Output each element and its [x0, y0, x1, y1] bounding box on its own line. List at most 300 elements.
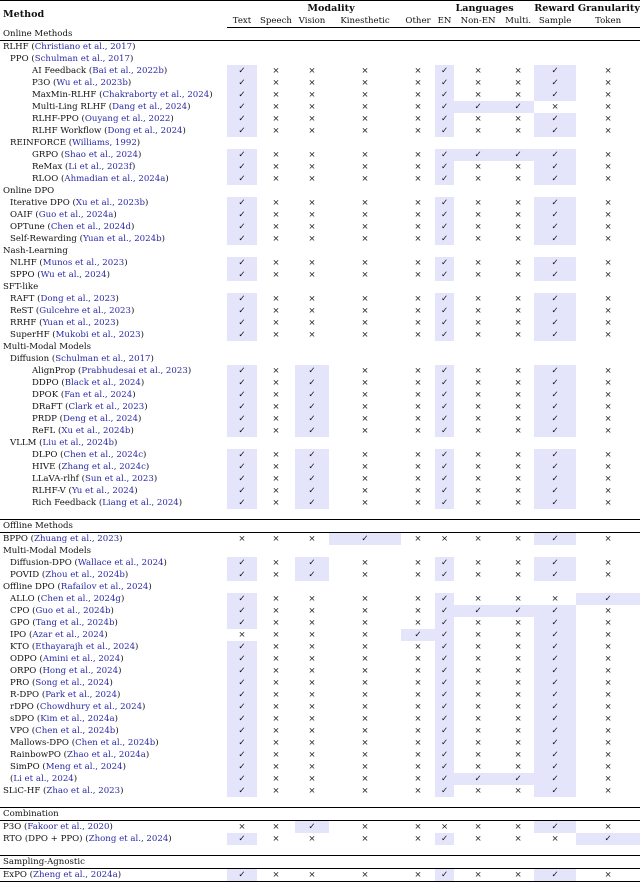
citation-paren: ): [163, 65, 168, 76]
text-check-mark: ✓: [227, 269, 257, 281]
vision-cross-mark: ×: [308, 317, 316, 328]
citation-link[interactable]: Mukobi et al., 2023: [55, 329, 141, 340]
citation-link[interactable]: Deng et al., 2024: [63, 413, 138, 424]
method-label: [0, 293, 227, 305]
other-cross-mark: ×: [414, 209, 422, 220]
citation-paren: (: [49, 329, 56, 340]
citation-link[interactable]: Hong et al., 2024: [42, 665, 119, 676]
citation-paren: (: [62, 161, 69, 172]
method-name: ReST: [10, 305, 34, 316]
method-row: [0, 425, 640, 437]
method-row: [0, 557, 640, 569]
kinesthetic-cross-mark: ×: [361, 773, 369, 784]
en-check-mark: ✓: [435, 761, 454, 773]
group-filler: [227, 41, 640, 54]
method-label: [0, 257, 227, 269]
speech-cross-mark: ×: [272, 617, 280, 628]
other-cross-mark: ×: [414, 689, 422, 700]
method-label: [0, 653, 227, 665]
citation-link[interactable]: Ethayarajh et al., 2024: [35, 641, 136, 652]
spacer-cell: [0, 509, 640, 520]
citation-link[interactable]: Zhuang et al., 2023: [34, 533, 120, 544]
citation-link[interactable]: Chen et al., 2024b: [75, 737, 156, 748]
citation-link[interactable]: Guo et al., 2024b: [35, 605, 111, 616]
method-name: RTO (DPO + PPO): [3, 833, 83, 844]
multi-cross-mark: ×: [514, 89, 522, 100]
table-body: [0, 28, 640, 882]
citation-link[interactable]: Gulcehre et al., 2023: [39, 305, 131, 316]
non-en-cross-mark: ×: [474, 653, 482, 664]
section-spacer: [0, 509, 640, 520]
vision-cross-mark: ×: [308, 641, 316, 652]
group-label: [0, 137, 227, 149]
text-check-mark: ✓: [227, 713, 257, 725]
en-check-mark: ✓: [435, 749, 454, 761]
citation-paren: ): [132, 41, 136, 52]
method-label: [0, 605, 227, 617]
citation-paren: (: [106, 101, 113, 112]
token-cross-mark: ×: [604, 557, 612, 568]
method-label: [0, 485, 227, 497]
group-filler: [227, 437, 640, 449]
multi-cross-mark: ×: [514, 305, 522, 316]
token-cross-mark: ×: [604, 689, 612, 700]
speech-cross-mark: ×: [272, 413, 280, 424]
citation-paren: ): [120, 653, 124, 664]
citation-link[interactable]: Dong et al., 2023: [40, 293, 116, 304]
sample-check-mark: ✓: [534, 89, 576, 101]
sample-cross-mark: ×: [551, 833, 559, 844]
en-check-mark: ✓: [435, 149, 454, 161]
vision-cross-mark: ×: [308, 65, 316, 76]
method-name: R-DPO: [10, 689, 40, 700]
citation-link[interactable]: Li et al., 2023f: [68, 161, 132, 172]
citation-paren: (: [39, 569, 46, 580]
kinesthetic-cross-mark: ×: [361, 593, 369, 604]
kinesthetic-cross-mark: ×: [361, 617, 369, 628]
sample-check-mark: ✓: [534, 677, 576, 689]
text-check-mark: ✓: [227, 161, 257, 173]
sample-check-mark: ✓: [534, 641, 576, 653]
citation-link[interactable]: Dong et al., 2024: [107, 125, 183, 136]
group-filler: [227, 353, 640, 365]
en-cross-mark: ×: [440, 533, 449, 544]
citation-link[interactable]: Fakoor et al., 2020: [27, 821, 110, 832]
citation-link[interactable]: Tang et al., 2024b: [35, 617, 115, 628]
method-row: [0, 173, 640, 185]
citation-link[interactable]: Zhao et al., 2024a: [67, 749, 146, 760]
non-en-check-mark: ✓: [454, 773, 502, 785]
text-check-mark: ✓: [227, 149, 257, 161]
text-check-mark: ✓: [227, 749, 257, 761]
vision-cross-mark: ×: [308, 149, 316, 160]
speech-cross-mark: ×: [272, 713, 280, 724]
method-name: RAFT: [10, 293, 35, 304]
citation-paren: (: [29, 617, 36, 628]
speech-cross-mark: ×: [272, 317, 280, 328]
non-en-cross-mark: ×: [474, 401, 482, 412]
speech-cross-mark: ×: [272, 113, 280, 124]
other-cross-mark: ×: [414, 377, 422, 388]
section-spacer: [0, 845, 640, 856]
citation-link[interactable]: Yuan et al., 2024b: [83, 233, 162, 244]
citation-link[interactable]: Xu et al., 2023b: [75, 197, 145, 208]
group-row: [0, 185, 640, 197]
citation-link[interactable]: Yu et al., 2024: [71, 485, 135, 496]
citation-link[interactable]: Rafailov et al., 2024: [60, 581, 149, 592]
text-check-mark: ✓: [227, 317, 257, 329]
section-title: Online Methods: [0, 28, 640, 41]
vision-check-mark: ✓: [295, 821, 329, 834]
sample-check-mark: ✓: [534, 821, 576, 834]
group-label: [0, 545, 227, 557]
multi-cross-mark: ×: [514, 233, 522, 244]
citation-link[interactable]: Chowdhury et al., 2024: [39, 701, 143, 712]
non-en-cross-mark: ×: [474, 209, 482, 220]
citation-paren: (: [29, 677, 36, 688]
kinesthetic-cross-mark: ×: [361, 365, 369, 376]
en-check-mark: ✓: [435, 65, 454, 77]
citation-paren: (: [65, 485, 72, 496]
citation-link[interactable]: Ouyang et al., 2022: [84, 113, 171, 124]
citation-link[interactable]: Ahmadian et al., 2024a: [64, 173, 166, 184]
citation-link[interactable]: Zhong et al., 2024: [88, 833, 169, 844]
kinesthetic-cross-mark: ×: [361, 257, 369, 268]
kinesthetic-cross-mark: ×: [361, 329, 369, 340]
method-name: DDPO: [32, 377, 59, 388]
citation-link[interactable]: Liang et al., 2024: [102, 497, 179, 508]
en-check-mark: ✓: [435, 737, 454, 749]
citation-link[interactable]: Dang et al., 2024: [112, 101, 188, 112]
citation-paren: ): [209, 89, 213, 100]
method-row: [0, 473, 640, 485]
citation-paren: ): [143, 449, 147, 460]
vision-cross-mark: ×: [308, 89, 316, 100]
token-cross-mark: ×: [604, 113, 612, 124]
vision-cross-mark: ×: [308, 293, 316, 304]
citation-link[interactable]: Guo et al., 2024a: [38, 209, 114, 220]
vision-cross-mark: ×: [308, 833, 316, 844]
citation-link[interactable]: Wu et al., 2024: [40, 269, 107, 280]
citation-link[interactable]: Clark et al., 2023: [68, 401, 145, 412]
citation-link[interactable]: Chen et al., 2024g: [40, 593, 121, 604]
citation-link[interactable]: Wu et al., 2023b: [56, 77, 128, 88]
method-label: [0, 413, 227, 425]
kinesthetic-cross-mark: ×: [361, 149, 369, 160]
token-cross-mark: ×: [604, 221, 612, 232]
kinesthetic-cross-mark: ×: [361, 713, 369, 724]
vision-cross-mark: ×: [308, 77, 316, 88]
citation-link[interactable]: Williams, 1992: [72, 137, 137, 148]
other-cross-mark: ×: [414, 365, 422, 376]
group-row: [0, 53, 640, 65]
other-cross-mark: ×: [414, 425, 422, 436]
method-label: [0, 785, 227, 797]
non-en-cross-mark: ×: [474, 317, 482, 328]
citation-link[interactable]: Azar et al., 2024: [32, 629, 105, 640]
citation-paren: ): [109, 821, 113, 832]
token-check-mark: ✓: [576, 833, 640, 845]
non-en-cross-mark: ×: [474, 305, 482, 316]
sample-check-mark: ✓: [534, 713, 576, 725]
citation-link[interactable]: Amini et al., 2024: [42, 653, 121, 664]
citation-link[interactable]: Park et al., 2024: [45, 689, 117, 700]
multi-cross-mark: ×: [514, 425, 522, 436]
citation-paren: (: [54, 581, 61, 592]
citation-paren: ): [145, 461, 150, 472]
token-cross-mark: ×: [604, 617, 612, 628]
method-row: [0, 677, 640, 689]
method-name: MaxMin-RLHF: [32, 89, 97, 100]
citation-paren: ): [118, 665, 122, 676]
text-check-mark: ✓: [227, 605, 257, 617]
citation-link[interactable]: Shao et al., 2024: [64, 149, 138, 160]
group-label: [0, 581, 227, 593]
kinesthetic-cross-mark: ×: [361, 665, 369, 676]
multi-cross-mark: ×: [514, 461, 522, 472]
citation-paren: ): [153, 473, 158, 484]
other-cross-mark: ×: [414, 101, 422, 112]
method-row: [0, 305, 640, 317]
citation-link[interactable]: Li et al., 2024: [13, 773, 74, 784]
citation-paren: (: [33, 305, 40, 316]
citation-link[interactable]: Chen et al., 2024d: [50, 221, 131, 232]
citation-link[interactable]: Zheng et al., 2024a: [33, 869, 118, 880]
method-name: PPO: [10, 53, 29, 64]
non-en-cross-mark: ×: [474, 365, 482, 376]
token-cross-mark: ×: [604, 629, 612, 640]
citation-link[interactable]: Christiano et al., 2017: [34, 41, 133, 52]
non-en-cross-mark: ×: [474, 641, 482, 652]
en-check-mark: ✓: [435, 365, 454, 377]
vision-cross-mark: ×: [308, 533, 316, 544]
method-row: [0, 77, 640, 89]
method-name: SFT-like: [3, 281, 39, 292]
citation-link[interactable]: Fan et al., 2024: [64, 389, 133, 400]
speech-cross-mark: ×: [272, 725, 280, 736]
kinesthetic-cross-mark: ×: [361, 65, 369, 76]
method-name: ALLO: [10, 593, 35, 604]
group-row: [0, 137, 640, 149]
method-label: [0, 497, 227, 509]
non-en-cross-mark: ×: [474, 701, 482, 712]
citation-paren: (: [66, 137, 73, 148]
col-vision: Vision: [295, 15, 329, 28]
text-check-mark: ✓: [227, 449, 257, 461]
non-en-cross-mark: ×: [474, 761, 482, 772]
token-cross-mark: ×: [604, 329, 612, 340]
multi-check-mark: ✓: [502, 101, 534, 113]
speech-cross-mark: ×: [272, 629, 280, 640]
en-check-mark: ✓: [435, 485, 454, 497]
kinesthetic-cross-mark: ×: [361, 605, 369, 616]
vision-check-mark: ✓: [295, 557, 329, 569]
sample-check-mark: ✓: [534, 497, 576, 509]
other-cross-mark: ×: [414, 65, 422, 76]
citation-paren: (: [28, 53, 35, 64]
citation-paren: (: [62, 401, 69, 412]
group-row: [0, 437, 640, 449]
en-check-mark: ✓: [435, 617, 454, 629]
method-name: LLaVA-rlhf: [32, 473, 79, 484]
method-label: [0, 305, 227, 317]
multi-check-mark: ✓: [502, 149, 534, 161]
sample-check-mark: ✓: [534, 293, 576, 305]
text-check-mark: ✓: [227, 329, 257, 341]
sample-check-mark: ✓: [534, 773, 576, 785]
method-row: [0, 197, 640, 209]
speech-cross-mark: ×: [272, 257, 280, 268]
citation-paren: ): [182, 125, 186, 136]
vision-cross-mark: ×: [308, 125, 316, 136]
citation-link[interactable]: Chen et al., 2024b: [35, 725, 116, 736]
citation-link[interactable]: Zhang et al., 2024c: [61, 461, 146, 472]
method-label: [0, 461, 227, 473]
method-row: [0, 101, 640, 113]
kinesthetic-cross-mark: ×: [361, 413, 369, 424]
method-name: SimPO: [10, 761, 40, 772]
method-row: [0, 689, 640, 701]
method-label: [0, 557, 227, 569]
kinesthetic-cross-mark: ×: [361, 293, 369, 304]
citation-link[interactable]: Sun et al., 2023: [84, 473, 154, 484]
citation-paren: ): [142, 701, 146, 712]
citation-link[interactable]: Chen et al., 2024c: [63, 449, 144, 460]
method-row: [0, 749, 640, 761]
method-label: [0, 377, 227, 389]
citation-paren: (: [58, 389, 65, 400]
text-check-mark: ✓: [227, 65, 257, 77]
citation-link[interactable]: Kim et al., 2024a: [40, 713, 115, 724]
citation-link[interactable]: Zhao et al., 2023: [46, 785, 121, 796]
group-label: [0, 41, 227, 54]
multi-cross-mark: ×: [514, 701, 522, 712]
method-row: [0, 713, 640, 725]
col-speech: Speech: [257, 15, 295, 28]
citation-paren: (: [39, 761, 46, 772]
non-en-cross-mark: ×: [474, 593, 482, 604]
citation-paren: (: [75, 365, 82, 376]
citation-link[interactable]: Prabhudesai et al., 2023: [81, 365, 188, 376]
method-name: KTO: [10, 641, 30, 652]
citation-paren: ): [132, 389, 136, 400]
token-cross-mark: ×: [604, 785, 612, 796]
text-check-mark: ✓: [227, 593, 257, 605]
citation-paren: ): [145, 749, 150, 760]
citation-link[interactable]: Zhou et al., 2024b: [45, 569, 125, 580]
citation-link[interactable]: Schulman et al., 2017: [55, 353, 151, 364]
sample-check-mark: ✓: [534, 425, 576, 437]
kinesthetic-cross-mark: ×: [361, 749, 369, 760]
method-name: ODPO: [10, 653, 37, 664]
en-check-mark: ✓: [435, 293, 454, 305]
citation-link[interactable]: Meng et al., 2024: [45, 761, 123, 772]
text-check-mark: ✓: [227, 497, 257, 509]
method-row: [0, 773, 640, 785]
kinesthetic-cross-mark: ×: [361, 101, 369, 112]
non-en-cross-mark: ×: [474, 497, 482, 508]
citation-link[interactable]: Xu et al., 2024b: [61, 425, 131, 436]
vision-cross-mark: ×: [308, 713, 316, 724]
method-row: [0, 485, 640, 497]
method-label: [0, 317, 227, 329]
vision-cross-mark: ×: [295, 869, 329, 882]
token-cross-mark: ×: [604, 305, 612, 316]
citation-link[interactable]: Black et al., 2024: [64, 377, 141, 388]
citation-link[interactable]: Munos et al., 2023: [42, 257, 125, 268]
text-check-mark: ✓: [227, 617, 257, 629]
vision-cross-mark: ×: [308, 197, 316, 208]
sample-check-mark: ✓: [534, 377, 576, 389]
citation-paren: (: [36, 665, 43, 676]
token-cross-mark: ×: [604, 461, 612, 472]
non-en-cross-mark: ×: [474, 89, 482, 100]
group-row: [0, 341, 640, 353]
col-sample: Sample: [534, 15, 576, 28]
other-cross-mark: ×: [414, 329, 422, 340]
citation-paren: ): [73, 773, 78, 784]
non-en-cross-mark: ×: [474, 377, 482, 388]
kinesthetic-cross-mark: ×: [361, 161, 369, 172]
vision-cross-mark: ×: [308, 665, 316, 676]
method-label: [0, 569, 227, 581]
other-cross-mark: ×: [414, 713, 422, 724]
citation-paren: (: [76, 233, 84, 244]
citation-link[interactable]: Wallace et al., 2024: [77, 557, 164, 568]
citation-link[interactable]: Yuan et al., 2023: [42, 317, 116, 328]
method-row: [0, 269, 640, 281]
other-cross-mark: ×: [414, 653, 422, 664]
method-name: P3O: [32, 77, 51, 88]
citation-link[interactable]: Schulman et al., 2017: [34, 53, 130, 64]
method-label: [0, 389, 227, 401]
vision-check-mark: ✓: [295, 401, 329, 413]
en-check-mark: ✓: [435, 221, 454, 233]
text-cross-mark: ×: [238, 629, 246, 640]
token-cross-mark: ×: [604, 713, 612, 724]
citation-link[interactable]: Liu et al., 2024b: [42, 437, 114, 448]
citation-paren: ): [106, 269, 110, 280]
speech-cross-mark: ×: [272, 149, 280, 160]
citation-paren: (: [34, 593, 41, 604]
other-cross-mark: ×: [414, 233, 422, 244]
citation-paren: ): [170, 113, 174, 124]
vision-cross-mark: ×: [308, 617, 316, 628]
citation-paren: (: [86, 65, 93, 76]
other-cross-mark: ×: [414, 305, 422, 316]
kinesthetic-cross-mark: ×: [361, 269, 369, 280]
method-label: [0, 617, 227, 629]
method-row: [0, 413, 640, 425]
kinesthetic-cross-mark: ×: [361, 305, 369, 316]
languages-header: Languages: [435, 1, 534, 16]
citation-paren: ): [115, 317, 119, 328]
method-row: [0, 209, 640, 221]
other-cross-mark: ×: [414, 665, 422, 676]
multi-cross-mark: ×: [514, 389, 522, 400]
citation-link[interactable]: Song et al., 2024: [35, 677, 110, 688]
token-cross-mark: ×: [604, 641, 612, 652]
other-cross-mark: ×: [414, 557, 422, 568]
non-en-cross-mark: ×: [474, 785, 482, 796]
non-en-cross-mark: ×: [474, 329, 482, 340]
citation-link[interactable]: Chakraborty et al., 2024: [102, 89, 210, 100]
vision-cross-mark: ×: [308, 257, 316, 268]
multi-cross-mark: ×: [514, 317, 522, 328]
speech-cross-mark: ×: [272, 197, 280, 208]
kinesthetic-cross-mark: ×: [361, 461, 369, 472]
citation-link[interactable]: Bai et al., 2022b: [92, 65, 164, 76]
